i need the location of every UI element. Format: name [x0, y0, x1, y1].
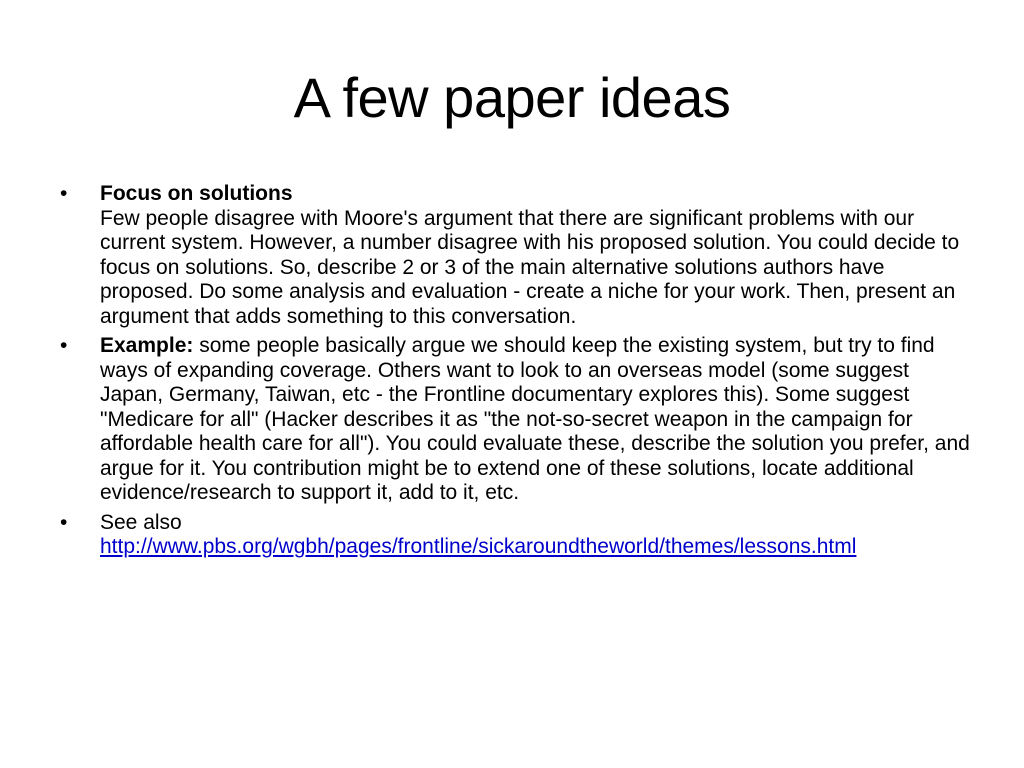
bullet-heading: Focus on solutions	[100, 182, 293, 205]
bullet-heading: Example:	[100, 334, 194, 357]
bullet-marker: •	[60, 510, 68, 534]
bullet-list	[60, 182, 970, 565]
bullet-focus-on-solutions	[60, 182, 970, 329]
see-also-label: See also	[100, 510, 182, 534]
bullet-see-also	[60, 511, 970, 560]
frontline-lessons-link[interactable]: http://www.pbs.org/wgbh/pages/frontline/sickaroundtheworld/themes/lessons.html	[100, 535, 857, 558]
bullet-body: Few people disagree with Moore's argument that there are significant problems with our current system. However, a number disagree with his proposed solution. You could decide to focus on solutions. So, describe 2 or 3 of the main alternative solutions authors have proposed. Do some analysis and evaluation - create a niche for your work. Then, present an argument that adds something to this conversation.	[100, 206, 960, 328]
bullet-example	[60, 334, 970, 506]
slide-title: A few paper ideas	[293, 66, 731, 129]
bullet-body: some people basically argue we should keep the existing system, but try to find ways of expanding coverage. Others want to look to an overseas model (some suggest Japan, Germany, Taiwan, etc - the Frontline documentary explores this). Some suggest "Medicare for all" (Hacker describes it as "the not-so-secret weapon in the campaign for affordable health care for all"). You could evaluate these, describe the solution you prefer, and argue for it. You contribution might be to extend one of these solutions, locate additional evidence/research to support it, add to it, etc.	[100, 334, 970, 504]
bullet-marker: •	[60, 334, 68, 357]
bullet-marker: •	[60, 182, 68, 205]
